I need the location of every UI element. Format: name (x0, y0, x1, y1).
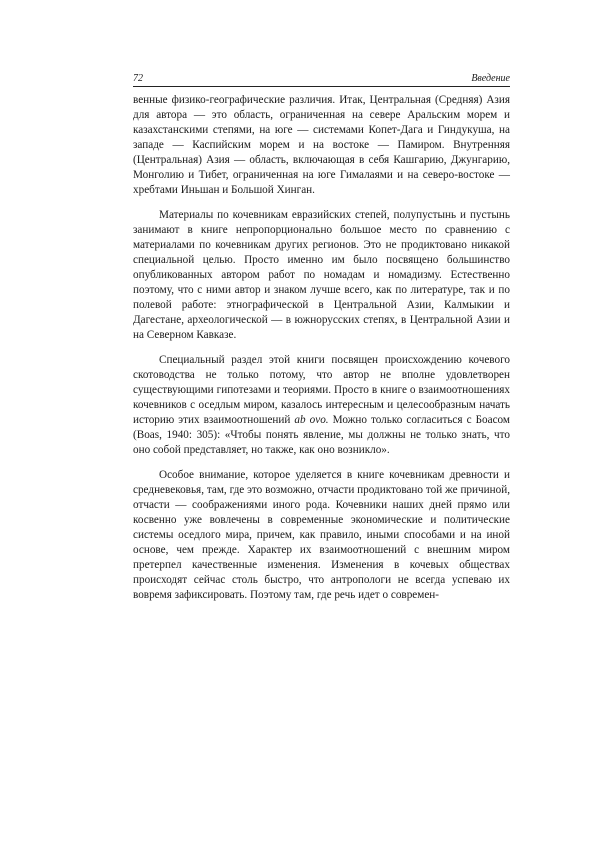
page-number: 72 (133, 73, 143, 84)
paragraph-attention: Особое внимание, которое уделяется в книге кочевникам древности и средневековья, там, где это возможно, отчасти продиктовано той же причиной, отчасти — соображениями иного рода. Кочевники наших дней прямо или косвенно уже вовлечены в современные экономические и политические системы оседлого мира, причем, как правило, иными способами и на иной основе, чем прежде. Характер их взаимоотношений с внешним миром претерпел качественные изменения. Изменения в кочевых обществах происходят сейчас столь быстро, что антропологи не всегда успеваю их вовремя зафиксировать. Поэтому там, где речь идет о современ- (133, 469, 510, 601)
body-text (133, 93, 510, 603)
paragraph-materials: Материалы по кочевникам евразийских степей, полупустынь и пустынь занимают в книге непропорционально большое место по сравнению с материалами по кочевникам других регионов. Это не продиктовано никакой специальной целью. Просто именно им было посвящено большинство опубликованных автором работ по номадам и номадизму. Естественно поэтому, что с ними автор и знаком лучше всего, как по литературе, так и по полевой работе: этнографической в Центральной Азии, Калмыкии и Дагестане, археологической — в южнорусских степях, в Центральной Азии и на Северном Кавказе. (133, 209, 510, 341)
running-header (133, 70, 510, 87)
paragraph-origin-text-after: Можно только согласиться с Боасом (Boas, 1940: 305): «Чтобы понять явление, мы должны не только знать, что оно собой представляет, но также, как оно возникло». (133, 414, 511, 456)
book-page (133, 62, 510, 613)
paragraph-origin (133, 353, 510, 458)
latin-phrase: ab ovo. (294, 414, 329, 426)
paragraph-continuation: венные физико-географические различия. Итак, Центральная (Средняя) Азия для автора — это область, ограниченная на севере Аральским морем и казахстанскими степями, на юге — системами Копет-Дага и Гиндукуша, на западе — Каспийским морем и на востоке — Памиром. Внутренняя (Центральная) Азия — область, включающая в себя Кашгарию, Джунгарию, Монголию и Тибет, ограниченная на юге Гималаями и на северо-востоке — хребтами Иньшан и Большой Хинган. (133, 94, 510, 196)
paragraph-origin-text-before: Специальный раздел этой книги посвящен происхождению кочевого скотоводства не только потому, что автор не вполне удовлетворен существующими гипотезами и теориями. Просто в книге о взаимоотношениях кочевников с оседлым миром, казалось интересным и целесообразным начать историю этих взаимоотношений (133, 354, 510, 426)
section-title: Введение (471, 73, 510, 84)
